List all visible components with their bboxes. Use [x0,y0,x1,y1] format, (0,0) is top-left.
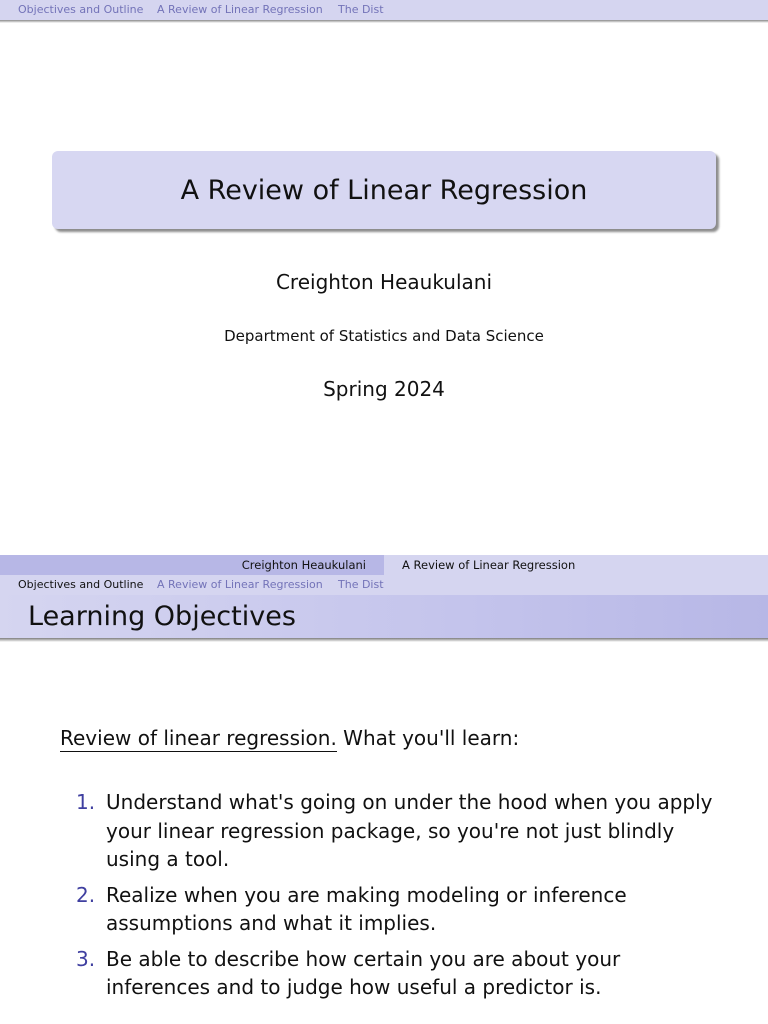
footline-title: A Review of Linear Regression [402,558,576,572]
footline-author: Creighton Heaukulani [241,558,366,572]
presentation-date: Spring 2024 [323,377,445,401]
item-text: Be able to describe how certain you are about your inferences and to judge how useful a predictor is. [106,946,621,999]
nav-section-review[interactable]: A Review of Linear Regression [157,3,323,16]
frame-title: Learning Objectives [28,601,296,632]
frame-title-shadow [0,638,768,642]
objectives-slide [0,555,768,1024]
institute-name: Department of Statistics and Data Science [224,327,544,345]
navigation-bar [0,575,768,595]
list-item [60,945,720,1002]
footline-title-box [384,555,768,575]
item-number: 3. [76,946,96,971]
nav-section-objectives[interactable]: Objectives and Outline [18,578,144,591]
item-number: 1. [76,790,96,814]
list-item [60,788,720,874]
nav-section-objectives[interactable]: Objectives and Outline [18,3,144,16]
footline-author-box [0,555,384,575]
frame-title-bar [0,595,768,638]
author-name: Creighton Heaukulani [275,270,493,294]
item-number: 2. [76,882,96,907]
objectives-list [60,788,720,1009]
item-text: Understand what's going on under the hood when you apply your linear regression package, so you're not just blindly using a tool. [106,790,713,871]
nav-section-distribution[interactable]: The Dist [338,578,384,591]
presentation-title: A Review of Linear Regression [180,174,588,206]
navigation-bar [0,0,768,20]
objectives-intro [60,726,519,750]
nav-section-distribution[interactable]: The Dist [338,3,384,16]
intro-underlined: Review of linear regression. [60,726,337,750]
nav-section-review[interactable]: A Review of Linear Regression [157,578,323,591]
title-box [52,151,716,229]
list-item [60,881,720,938]
item-text: Realize when you are making modeling or inference assumptions and what it implies. [106,882,627,935]
navbar-shadow [0,20,768,23]
footline [0,555,768,575]
intro-rest: What you'll learn: [336,726,520,750]
